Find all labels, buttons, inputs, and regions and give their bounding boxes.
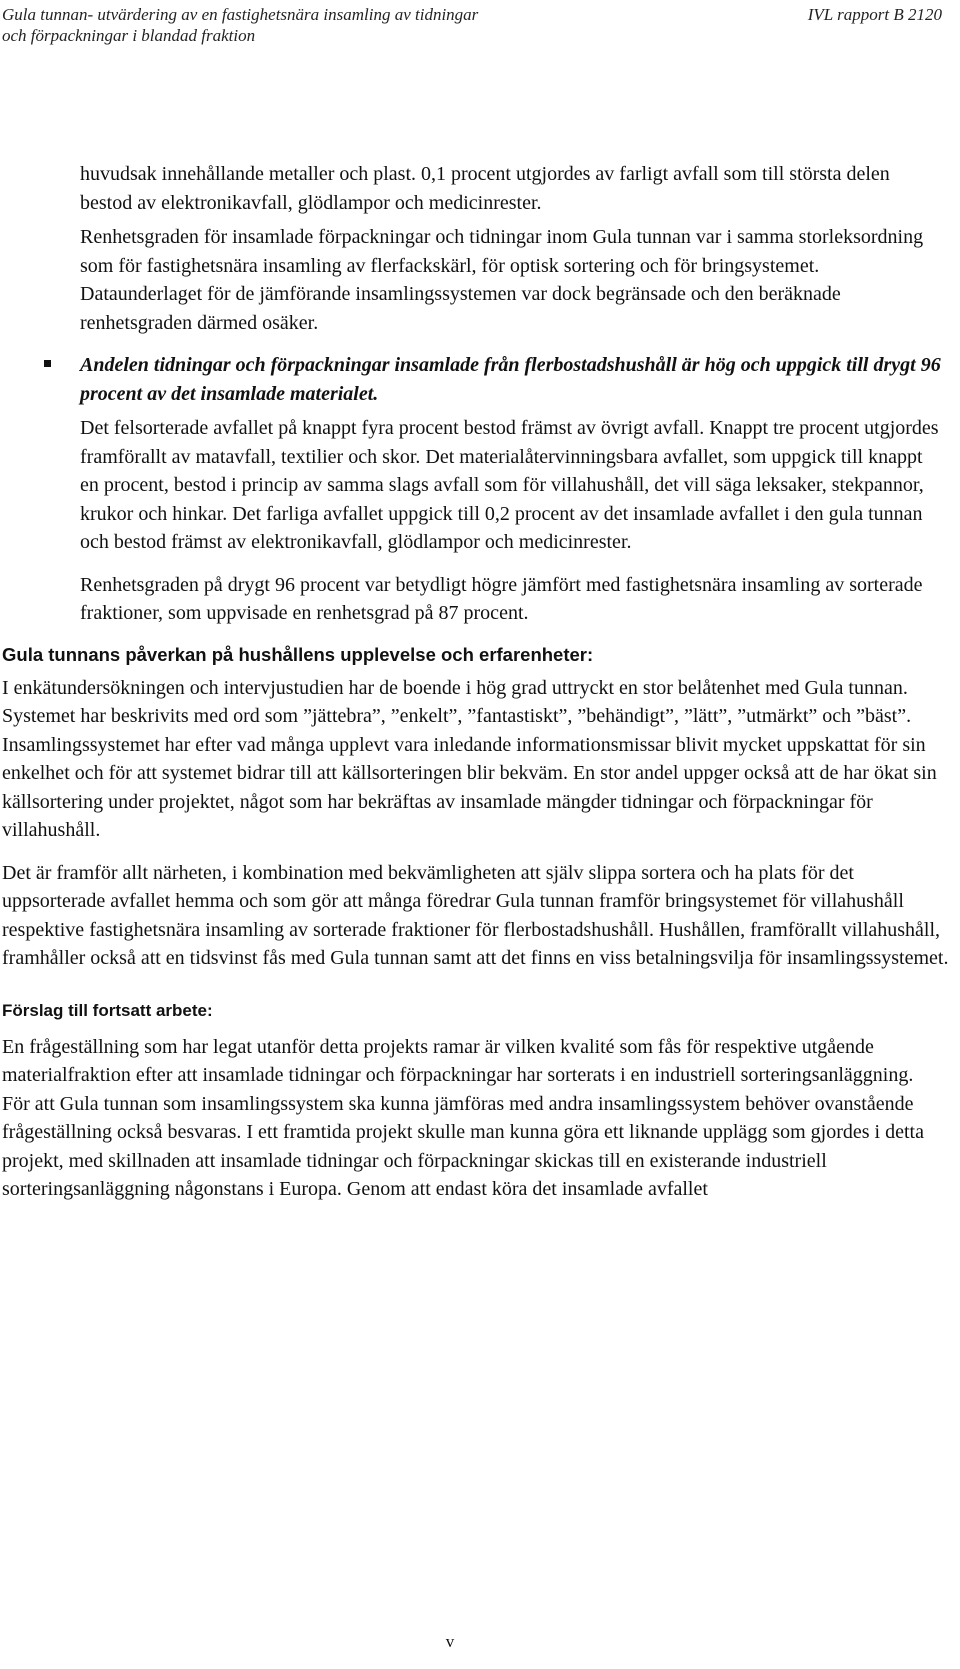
household-paragraph-2: Det är framför allt närheten, i kombination med bekvämligheten att själv slippa sortera och ha plats för det uppsorterade avfallet hemma och som gör att många föredrar Gula tunnan framför bringsystemet för villahushåll respektive fastighetsnära insamling av sorterade fraktioner för flerbostadshushåll. Hushållen, framförallt villahushåll, framhåller också att en tidsvinst fås med Gula tunnan samt att det finns en viss betalningsvilja för insamlingssystemet. (2, 861, 949, 969)
bullet-paragraph-1: Det felsorterade avfallet på knappt fyra procent bestod främst av övrigt avfall. Knappt tre procent utgjordes framförallt av matavfall, textilier och skor. Det materialåtervinningsbara avfallet, som uppgick till knappt en procent, bestod i princip av samma slags avfall som för villahushåll, det vill säga leksaker, stekpannor, krukor och hinkar. Det farliga avfallet uppgick till 0,2 procent av det insamlade avfallet i den gula tunnan och bestod främst av elektronikavfall, glödlampor och medicinrester. (80, 417, 939, 553)
bullet-body (80, 414, 944, 628)
section-heading-household: Gula tunnans påverkan på hushållens upplevelse och erfarenheter: (2, 643, 594, 665)
further-work-paragraph-1: En frågeställning som har legat utanför detta projekts ramar är vilken kvalité som fås för respektive utgående materialfraktion efter att insamlade tidningar och förpackningar har sorterats i en industriell sorteringsanläggning. (2, 1035, 914, 1086)
household-paragraph-1: I enkätundersökningen och intervjustudien har de boende i hög grad uttryckt en stor belåtenhet med Gula tunnan. Systemet har beskrivits med ord som ”jättebra”, ”enkelt”, ”fantastiskt”, ”behändigt”, ”lätt”, ”utmärkt” och ”bäst”. Insamlingssystemet har efter vad många upplevt vara inledande informationsmissar blivit mycket uppskattat för sin enkelhet och för att systemet bidrar till att källsorteringen blir bekväm. En stor andel uppger också att de har ökat sin källsortering under projektet, något som har bekräftas av insamlade mängder tidningar och förpackningar för villahushåll. (2, 676, 937, 841)
report-id: IVL rapport B 2120 (807, 5, 942, 24)
section-heading-further-work: Förslag till fortsatt arbete: (2, 1000, 213, 1020)
page-number: v (445, 1632, 455, 1651)
section-household-experience (2, 642, 950, 973)
page-body (0, 160, 950, 1204)
running-title-line-1: Gula tunnan- utvärdering av en fastighetsnära insamling av tidningar (2, 5, 479, 24)
intro-paragraph-1: huvudsak innehållande metaller och plast. 0,1 procent utgjordes av farligt avfall som till största delen bestod av elektronikavfall, glödlampor och medicinrester. (80, 163, 890, 214)
running-title (2, 4, 478, 46)
intro-block (80, 160, 944, 337)
page-header (0, 4, 960, 48)
bullet-heading: Andelen tidningar och förpackningar insamlade från flerbostadshushåll är hög och uppgick till drygt 96 procent av det insamlade materialet. (80, 354, 941, 405)
bullet-item (0, 351, 950, 408)
running-title-line-2: och förpackningar i blandad fraktion (2, 26, 256, 45)
square-bullet-icon (44, 360, 51, 367)
section-further-work (2, 999, 950, 1204)
further-work-paragraph-2: För att Gula tunnan som insamlingssystem ska kunna jämföras med andra insamlingssystem behöver ovanstående frågeställning också besvaras. I ett framtida projekt skulle man kunna göra ett liknande upplägg som gjordes i detta projekt, med skillnaden att insamlade tidningar och förpackningar skickas till en existerande industriell sorteringsanläggning någonstans i Europa. Genom att endast köra det insamlade avfallet (2, 1092, 924, 1200)
intro-paragraph-2: Renhetsgraden för insamlade förpackningar och tidningar inom Gula tunnan var i samma storleksordning som för fastighetsnära insamling av flerfackskärl, för optisk sortering och för bringsystemet. Dataunderlaget för de jämförande insamlingssystemen var dock begränsade och den beräknade renhetsgraden därmed osäker. (80, 226, 924, 334)
bullet-paragraph-2: Renhetsgraden på drygt 96 procent var betydligt högre jämfört med fastighetsnära insamling av sorterade fraktioner, som uppvisade en renhetsgrad på 87 procent. (80, 573, 923, 624)
